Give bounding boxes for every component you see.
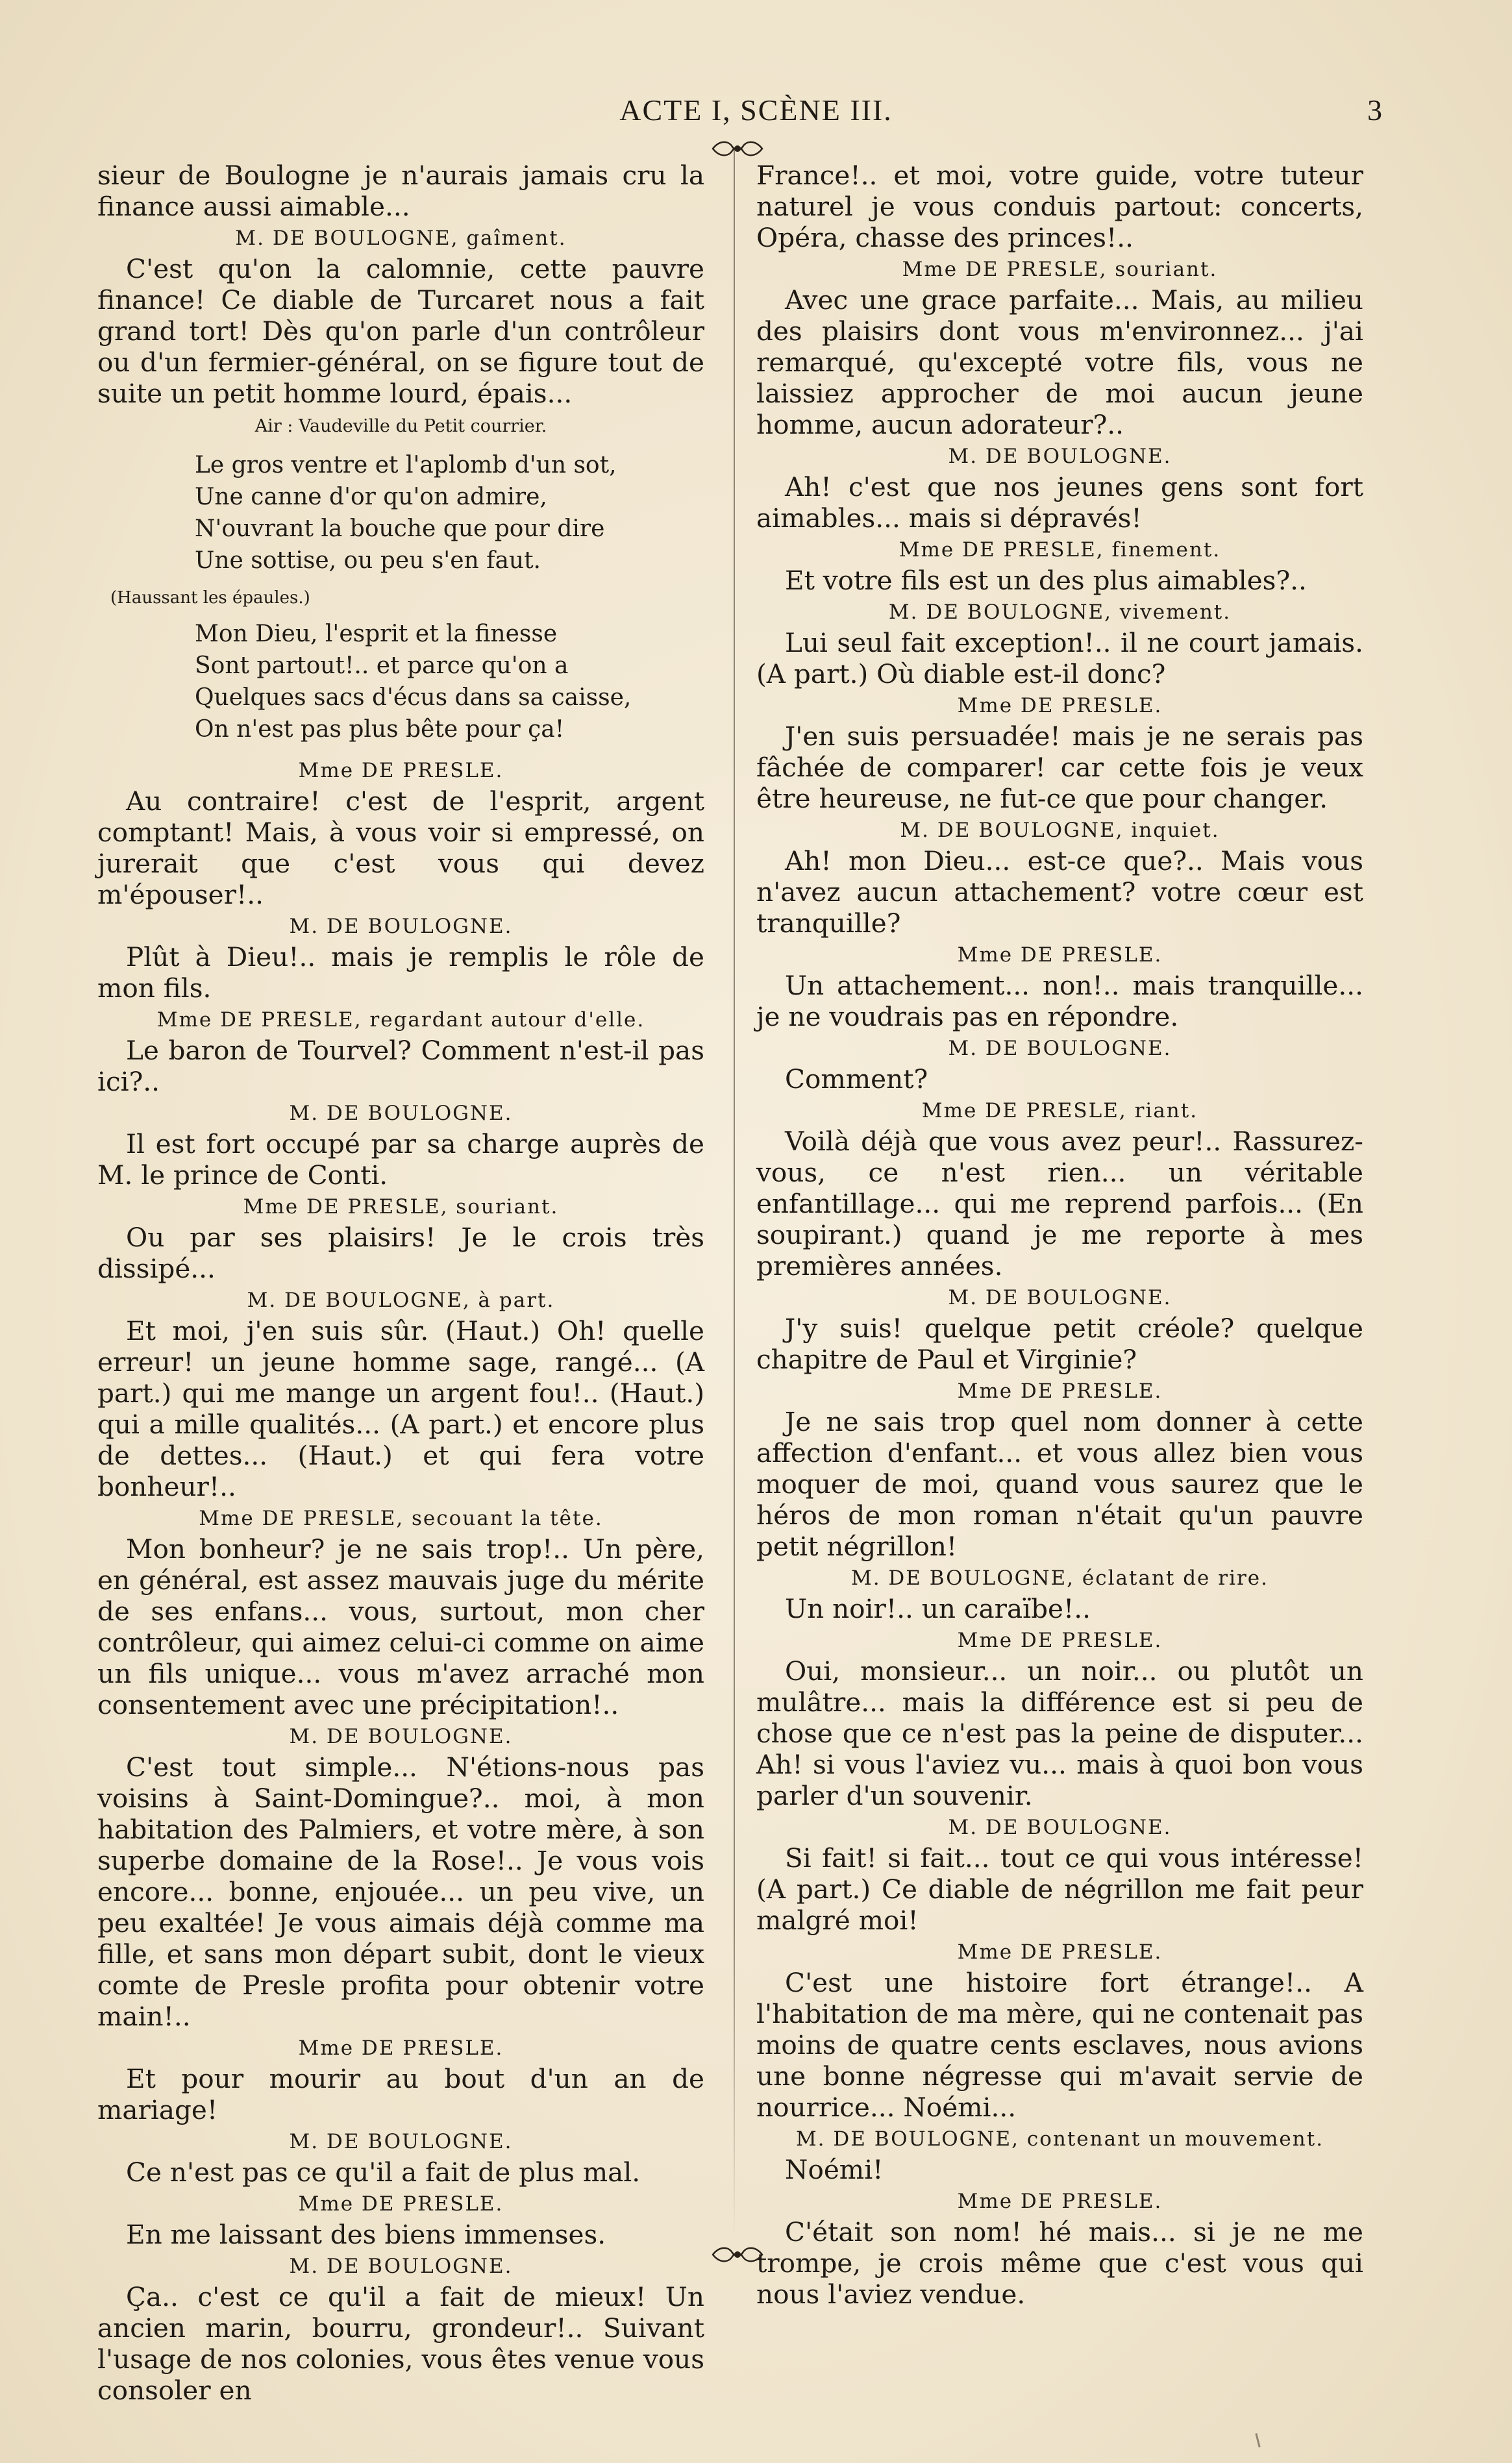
air-heading: Air : Vaudeville du Petit courrier. xyxy=(254,416,547,436)
speaker-heading: Mme DE PRESLE. xyxy=(957,1629,1163,1652)
speaker-heading: Mme DE PRESLE, souriant. xyxy=(902,258,1218,281)
stage-direction: (Haussant les épaules.) xyxy=(110,588,310,608)
speaker-heading: M. DE BOULOGNE, éclatant de rire. xyxy=(850,1566,1269,1590)
verse-stanza xyxy=(97,449,704,576)
speaker-heading: M. DE BOULOGNE. xyxy=(948,1037,1172,1060)
dialogue-paragraph: Au contraire! c'est de l'esprit, argent comptant! Mais, à vous voir si empressé, on jurerait que c'est vous qui devez m'épouser!.. xyxy=(97,786,704,910)
dialogue-paragraph: Oui, monsieur... un noir... ou plutôt un mulâtre... mais la différence est si peu de chose que ce n'est pas la peine de disputer... Ah! si vous l'aviez vu... mais à quoi bon vous parler d'un souvenir. xyxy=(756,1655,1363,1811)
dialogue-paragraph: Plût à Dieu!.. mais je remplis le rôle de mon fils. xyxy=(97,941,704,1004)
dialogue-paragraph: Et moi, j'en suis sûr. (Haut.) Oh! quelle erreur! un jeune homme sage, rangé... (A part.) qui me mange un argent fou!.. (Haut.) qui a mille qualités... (A part.) et encore plus de dettes... (Haut.) et qui fera votre bonheur!.. xyxy=(97,1315,704,1502)
dialogue-paragraph: J'y suis! quelque petit créole? quelque chapitre de Paul et Virginie? xyxy=(756,1313,1363,1375)
dialogue-paragraph: C'était son nom! hé mais... si je ne me trompe, je crois même que c'est vous qui nous l'aviez vendue. xyxy=(756,2216,1363,2310)
dialogue-paragraph: C'est une histoire fort étrange!.. A l'habitation de ma mère, qui ne contenait pas moins de quatre cents esclaves, nous avions une bonne négresse qui m'avait servie de nourrice... Noémi... xyxy=(756,1967,1363,2123)
dialogue-paragraph: J'en suis persuadée! mais je ne serais pas fâchée de comparer! car cette fois je veux être heureuse, ne fut-ce que pour changer. xyxy=(756,721,1363,814)
dialogue-paragraph: Mon bonheur? je ne sais trop!.. Un père, en général, est assez mauvais juge du mérite de ses enfans... vous, surtout, mon cher contrôleur, qui aimez celui-ci comme on aime un fils unique... vous m'avez arraché mon consentement avec une précipitation!.. xyxy=(97,1533,704,1720)
verse-line: Une sottise, ou peu s'en faut. xyxy=(195,547,541,574)
dialogue-paragraph: Ou par ses plaisirs! Je le crois très dissipé... xyxy=(97,1222,704,1284)
speaker-heading: M. DE BOULOGNE. xyxy=(289,1102,513,1125)
verse-line: N'ouvrant la bouche que pour dire xyxy=(195,515,605,542)
dialogue-paragraph: Je ne sais trop quel nom donner à cette affection d'enfant... et vous allez bien vous moquer de moi, quand vous saurez que le héros de mon roman n'était qu'un pauvre petit négrillon! xyxy=(756,1406,1363,1562)
speaker-heading: Mme DE PRESLE, souriant. xyxy=(243,1195,559,1219)
dialogue-paragraph: Et votre fils est un des plus aimables?.. xyxy=(785,565,1307,596)
speaker-heading: M. DE BOULOGNE, inquiet. xyxy=(900,819,1220,842)
bottom-ornament-icon xyxy=(710,2244,765,2266)
speaker-heading: Mme DE PRESLE. xyxy=(298,759,504,782)
dialogue-paragraph: Ce n'est pas ce qu'il a fait de plus mal. xyxy=(126,2157,641,2188)
verse-line: On n'est pas plus bête pour ça! xyxy=(195,716,565,743)
speaker-heading: Mme DE PRESLE. xyxy=(298,2036,504,2060)
speaker-heading: Mme DE PRESLE. xyxy=(298,2192,504,2216)
pencil-mark xyxy=(1255,2433,1260,2447)
speaker-heading: M. DE BOULOGNE. xyxy=(289,2255,513,2278)
speaker-heading: Mme DE PRESLE. xyxy=(957,943,1163,967)
page-number: 3 xyxy=(1367,93,1382,127)
verse-line: Quelques sacs d'écus dans sa caisse, xyxy=(195,684,632,711)
dialogue-paragraph: En me laissant des biens immenses. xyxy=(126,2219,606,2250)
speaker-heading: M. DE BOULOGNE. xyxy=(948,1816,1172,1839)
speaker-heading: M. DE BOULOGNE. xyxy=(289,1725,513,1748)
speaker-heading: M. DE BOULOGNE, vivement. xyxy=(888,600,1232,624)
speaker-heading: M. DE BOULOGNE. xyxy=(289,915,513,938)
speaker-heading: Mme DE PRESLE. xyxy=(957,694,1163,717)
speaker-heading: Mme DE PRESLE, finement. xyxy=(899,538,1221,562)
header-title: ACTE I, SCÈNE III. xyxy=(619,93,893,127)
dialogue-paragraph: sieur de Boulogne je n'aurais jamais cru la finance aussi aimable... xyxy=(97,160,704,222)
top-ornament-icon xyxy=(710,138,765,160)
dialogue-paragraph: Il est fort occupé par sa charge auprès de M. le prince de Conti. xyxy=(97,1128,704,1191)
dialogue-paragraph: Voilà déjà que vous avez peur!.. Rassurez-vous, ce n'est rien... un véritable enfantillage... qui me reprend parfois... (En soupirant.) quand je me reporte à mes premières années. xyxy=(756,1126,1363,1281)
speaker-heading: M. DE BOULOGNE, à part. xyxy=(247,1289,555,1312)
left-column xyxy=(97,160,704,2406)
speaker-heading: Mme DE PRESLE. xyxy=(957,2190,1163,2213)
dialogue-paragraph: France!.. et moi, votre guide, votre tuteur naturel je vous conduis partout: concerts, Opéra, chasse des princes!.. xyxy=(756,160,1363,253)
verse-line: Le gros ventre et l'aplomb d'un sot, xyxy=(195,452,617,478)
speaker-heading: M. DE BOULOGNE. xyxy=(289,2130,513,2153)
speaker-heading: M. DE BOULOGNE. xyxy=(948,1286,1172,1309)
dialogue-paragraph: Ça.. c'est ce qu'il a fait de mieux! Un ancien marin, bourru, grondeur!.. Suivant l'usage de nos colonies, vous êtes venue vous consoler en xyxy=(97,2281,704,2406)
dialogue-paragraph: Comment? xyxy=(785,1063,928,1095)
verse-stanza xyxy=(97,618,704,745)
speaker-heading: M. DE BOULOGNE, contenant un mouvement. xyxy=(795,2127,1324,2151)
dialogue-paragraph: Lui seul fait exception!.. il ne court jamais. (A part.) Où diable est-il donc? xyxy=(756,627,1363,689)
dialogue-paragraph: Ah! c'est que nos jeunes gens sont fort aimables... mais si dépravés! xyxy=(756,471,1363,534)
dialogue-paragraph: Noémi! xyxy=(785,2154,884,2185)
right-column xyxy=(756,160,1363,2310)
dialogue-paragraph: Un noir!.. un caraïbe!.. xyxy=(785,1593,1091,1624)
column-divider xyxy=(734,149,735,2240)
dialogue-paragraph: C'est tout simple... N'étions-nous pas voisins à Saint-Domingue?.. moi, à mon habitation des Palmiers, et votre mère, à son superbe domaine de la Rose!.. Je vous vois encore... bonne, enjouée... un peu vive, un peu exaltée! Je vous aimais déjà comme ma fille, et sans mon départ subit, dont le vieux comte de Presle profita pour obtenir votre main!.. xyxy=(97,1751,704,2032)
dialogue-paragraph: Le baron de Tourvel? Comment n'est-il pas ici?.. xyxy=(97,1035,704,1097)
speaker-heading: M. DE BOULOGNE, gaîment. xyxy=(235,227,567,250)
speaker-heading: M. DE BOULOGNE. xyxy=(948,445,1172,468)
dialogue-paragraph: Un attachement... non!.. mais tranquille... je ne voudrais pas en répondre. xyxy=(756,970,1363,1032)
verse-line: Sont partout!.. et parce qu'on a xyxy=(195,652,569,679)
speaker-heading: Mme DE PRESLE. xyxy=(957,1940,1163,1964)
verse-line: Mon Dieu, l'esprit et la finesse xyxy=(195,621,558,647)
speaker-heading: Mme DE PRESLE, regardant autour d'elle. xyxy=(156,1008,645,1032)
verse-line: Une canne d'or qu'on admire, xyxy=(195,484,547,510)
dialogue-paragraph: Si fait! si fait... tout ce qui vous intéresse! (A part.) Ce diable de négrillon me fait peur malgré moi! xyxy=(756,1842,1363,1936)
speaker-heading: Mme DE PRESLE. xyxy=(957,1380,1163,1403)
speaker-heading: Mme DE PRESLE, riant. xyxy=(921,1099,1198,1122)
dialogue-paragraph: C'est qu'on la calomnie, cette pauvre finance! Ce diable de Turcaret nous a fait grand tort! Dès qu'on parle d'un contrôleur ou d'un fermier-général, on se figure tout de suite un petit homme lourd, épais... xyxy=(97,253,704,409)
dialogue-paragraph: Ah! mon Dieu... est-ce que?.. Mais vous n'avez aucun attachement? votre cœur est tranquille? xyxy=(756,845,1363,939)
running-header xyxy=(0,88,1512,133)
speaker-heading: Mme DE PRESLE, secouant la tête. xyxy=(199,1507,603,1530)
dialogue-paragraph: Et pour mourir au bout d'un an de mariage! xyxy=(97,2063,704,2125)
dialogue-paragraph: Avec une grace parfaite... Mais, au milieu des plaisirs dont vous m'environnez... j'ai remarqué, qu'excepté votre fils, vous ne laissiez approcher de moi aucun jeune homme, aucun adorateur?.. xyxy=(756,284,1363,440)
